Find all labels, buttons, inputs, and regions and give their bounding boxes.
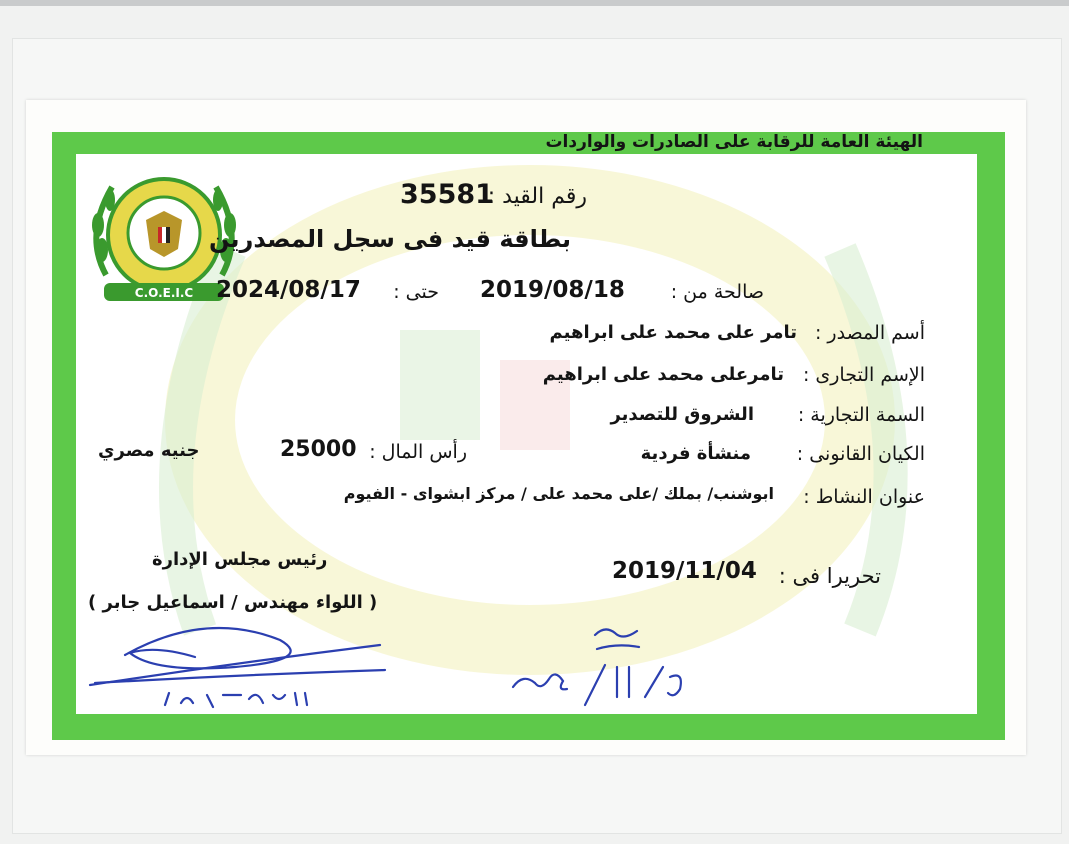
valid-from-date: 2019/08/18 [480,277,625,303]
trade-name-label: الإسم التجارى : [802,364,925,386]
capital-value: 25000 [280,437,357,462]
valid-from-label: صالحة من : [670,281,764,303]
trade-name-value: تامرعلى محمد على ابراهيم [542,364,784,385]
chairman-name: ( اللواء مهندس / اسماعيل جابر ) [88,592,378,613]
exporter-name-label: أسم المصدر : [814,322,925,344]
scan-edge [0,0,1069,6]
legal-entity-value: منشأة فردية [640,443,751,464]
date-signature [505,615,705,715]
valid-until-date: 2024/08/17 [216,277,361,303]
registration-number: 35581 [400,179,494,210]
chairman-title: رئيس مجلس الإدارة [152,549,328,570]
chairman-signature [85,615,405,715]
trade-mark-label: السمة التجارية : [797,404,925,426]
capital-label: رأس المال : [369,441,467,463]
exporter-name-value: تامر على محمد على ابراهيم [549,322,797,343]
authority-name: الهيئة العامة للرقابة على الصادرات والواردات [545,132,923,152]
valid-until-label: حتى : [393,281,439,303]
card-title: بطاقة قيد فى سجل المصدرين [208,225,571,253]
activity-address-value: ابوشنب/ بملك /على محمد على / مركز ابشواى - الفيوم [343,484,774,503]
seal-text: C.O.E.I.C [134,286,194,300]
trade-mark-value: الشروق للتصدير [610,404,754,425]
capital-currency: جنيه مصري [98,440,200,461]
registration-label: رقم القيد : [487,184,587,209]
legal-entity-label: الكيان القانونى : [796,443,925,465]
activity-address-label: عنوان النشاط : [803,486,925,508]
issued-on-label: تحريرا فى : [778,564,881,588]
issued-on-date: 2019/11/04 [612,558,757,584]
